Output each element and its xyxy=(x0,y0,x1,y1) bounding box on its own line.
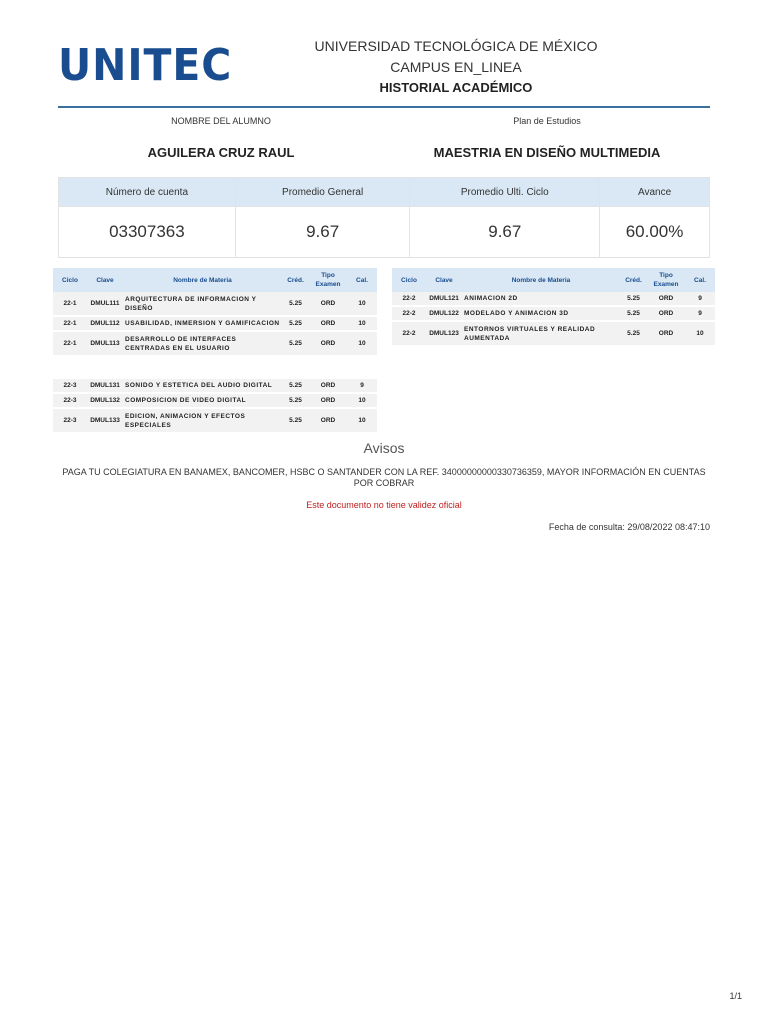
course-cal: 10 xyxy=(347,331,377,355)
study-plan: MAESTRIA EN DISEÑO MULTIMEDIA xyxy=(433,145,661,160)
course-clave: DMUL113 xyxy=(87,331,123,355)
course-cred: 5.25 xyxy=(620,321,647,345)
general-average: 9.67 xyxy=(235,207,410,258)
course-row xyxy=(392,321,715,345)
col-cred: Créd. xyxy=(282,268,309,292)
course-tipo: ORD xyxy=(309,331,347,355)
col-clave: Clave xyxy=(87,268,123,292)
cycle-spacer xyxy=(53,355,377,379)
col-ciclo: Ciclo xyxy=(392,268,426,292)
university-name: UNIVERSIDAD TECNOLÓGICA DE MÉXICO xyxy=(314,38,598,54)
col-clave: Clave xyxy=(426,268,462,292)
course-tipo: ORD xyxy=(647,306,685,321)
course-ciclo: 22-3 xyxy=(53,393,87,408)
course-cred: 5.25 xyxy=(289,382,302,389)
progress-value: 60.00% xyxy=(600,207,710,258)
col-tipo-examen: Tipo Examen xyxy=(647,268,685,292)
course-row xyxy=(392,292,715,306)
col-cred: Créd. xyxy=(620,268,647,292)
course-ciclo: 22-1 xyxy=(53,331,87,355)
course-materia: COMPOSICION DE VIDEO DIGITAL xyxy=(123,393,282,408)
course-cal: 10 xyxy=(347,408,377,432)
course-materia: ARQUITECTURA DE INFORMACION Y DISEÑO xyxy=(125,295,257,312)
course-row xyxy=(53,292,377,316)
header-divider xyxy=(58,106,710,108)
course-clave: DMUL111 xyxy=(90,300,120,307)
course-materia: MODELADO Y ANIMACION 3D xyxy=(462,306,620,321)
general-average-header: Promedio General xyxy=(235,178,410,207)
courses-table-left xyxy=(53,268,377,432)
course-clave: DMUL121 xyxy=(429,295,459,302)
course-cred: 5.25 xyxy=(282,316,309,331)
course-cred: 5.25 xyxy=(282,393,309,408)
course-cal: 10 xyxy=(347,316,377,331)
course-ciclo: 22-1 xyxy=(63,300,77,307)
course-row xyxy=(53,331,377,355)
study-plan-label: Plan de Estudios xyxy=(513,116,581,126)
col-materia: Nombre de Materia xyxy=(462,268,620,292)
course-cred: 5.25 xyxy=(289,300,302,307)
course-tipo: ORD xyxy=(320,382,336,389)
course-row xyxy=(53,393,377,408)
student-name-label: NOMBRE DEL ALUMNO xyxy=(171,116,271,126)
course-tipo: ORD xyxy=(309,408,347,432)
course-cred: 5.25 xyxy=(282,408,309,432)
course-materia: USABILIDAD, INMERSION Y GAMIFICACION xyxy=(123,316,282,331)
course-materia: EDICION, ANIMACION Y EFECTOS ESPECIALES xyxy=(123,408,282,432)
course-cred: 5.25 xyxy=(627,295,640,302)
notices-title: Avisos xyxy=(363,440,405,456)
course-row xyxy=(53,379,377,393)
course-materia: ENTORNOS VIRTUALES Y REALIDAD AUMENTADA xyxy=(462,321,620,345)
course-cal: 10 xyxy=(685,321,715,345)
course-cal: 9 xyxy=(685,306,715,321)
unitec-logo: UNITEC xyxy=(58,40,233,91)
course-clave: DMUL133 xyxy=(87,408,123,432)
course-cal: 9 xyxy=(360,382,364,389)
page-number: 1/1 xyxy=(729,991,742,1001)
col-cal: Cal. xyxy=(347,268,377,292)
course-row xyxy=(53,408,377,432)
course-tipo: ORD xyxy=(309,316,347,331)
account-number-header: Número de cuenta xyxy=(59,178,236,207)
course-ciclo: 22-3 xyxy=(53,408,87,432)
course-clave: DMUL112 xyxy=(87,316,123,331)
course-cal: 10 xyxy=(358,300,366,307)
last-cycle-average-header: Promedio Ulti. Ciclo xyxy=(410,178,600,207)
consult-date: Fecha de consulta: 29/08/2022 08:47:10 xyxy=(548,522,710,532)
course-ciclo: 22-2 xyxy=(392,321,426,345)
course-cal: 10 xyxy=(347,393,377,408)
student-name: AGUILERA CRUZ RAUL xyxy=(147,145,295,160)
course-tipo: ORD xyxy=(320,300,336,307)
course-tipo: ORD xyxy=(647,321,685,345)
course-ciclo: 22-2 xyxy=(402,295,416,302)
course-cal: 9 xyxy=(698,295,702,302)
course-clave: DMUL131 xyxy=(90,382,120,389)
account-number: 03307363 xyxy=(59,207,236,258)
col-tipo-examen: Tipo Examen xyxy=(309,268,347,292)
summary-table xyxy=(58,177,710,258)
course-clave: DMUL122 xyxy=(426,306,462,321)
campus-name: CAMPUS EN_LINEA xyxy=(390,59,522,75)
progress-header: Avance xyxy=(600,178,710,207)
document-title: HISTORIAL ACADÉMICO xyxy=(379,80,533,95)
course-row xyxy=(53,316,377,331)
course-materia: SONIDO Y ESTETICA DEL AUDIO DIGITAL xyxy=(125,382,273,389)
course-materia: ANIMACION 2D xyxy=(464,295,518,302)
course-cred: 5.25 xyxy=(620,306,647,321)
validity-warning: Este documento no tiene validez oficial xyxy=(306,500,462,510)
last-cycle-average: 9.67 xyxy=(410,207,600,258)
course-clave: DMUL123 xyxy=(426,321,462,345)
col-materia: Nombre de Materia xyxy=(123,268,282,292)
payment-notice: PAGA TU COLEGIATURA EN BANAMEX, BANCOMER, HSBC O SANTANDER CON LA REF. 34000000000330736359, MAYOR INFORMACIÓN EN CUENTAS POR COBRAR xyxy=(62,467,706,488)
course-ciclo: 22-1 xyxy=(53,316,87,331)
course-tipo: ORD xyxy=(658,295,674,302)
course-ciclo: 22-2 xyxy=(392,306,426,321)
course-cred: 5.25 xyxy=(282,331,309,355)
course-tipo: ORD xyxy=(309,393,347,408)
col-cal: Cal. xyxy=(685,268,715,292)
courses-table-right xyxy=(392,268,715,345)
course-ciclo: 22-3 xyxy=(63,382,77,389)
course-materia: DESARROLLO DE INTERFACES CENTRADAS EN EL USUARIO xyxy=(123,331,282,355)
course-row xyxy=(392,306,715,321)
col-ciclo: Ciclo xyxy=(53,268,87,292)
course-clave: DMUL132 xyxy=(87,393,123,408)
